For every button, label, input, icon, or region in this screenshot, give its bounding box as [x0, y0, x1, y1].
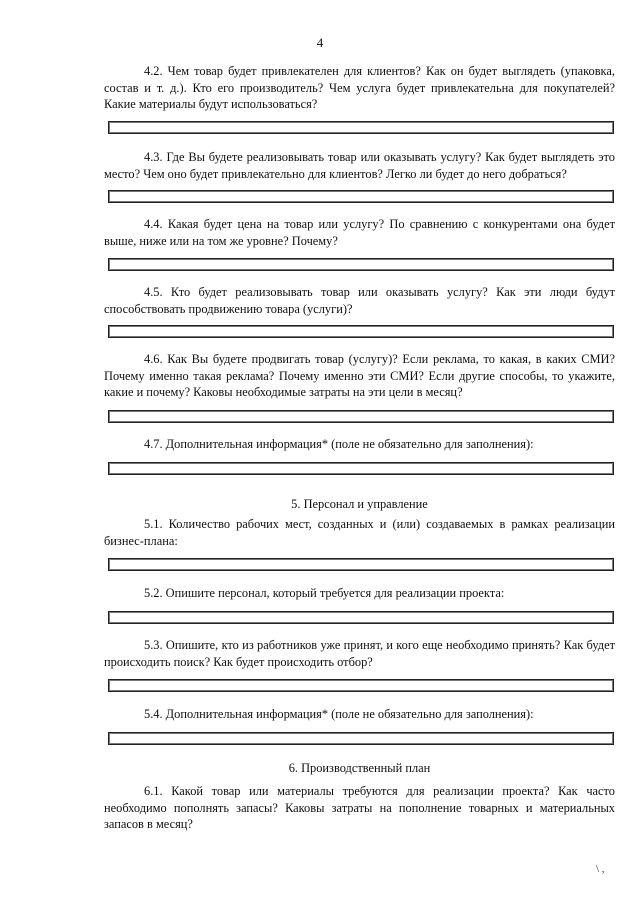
page-number: 4 — [316, 35, 324, 50]
answer-field-4-4[interactable] — [108, 258, 614, 271]
question-5-1 — [104, 516, 615, 549]
section-title-6: 6. Производственный план — [288, 761, 431, 775]
answer-field-4-5[interactable] — [108, 325, 614, 338]
question-4-2 — [104, 63, 615, 113]
question-5-4-text: 5.4. Дополнительная информация* (поле не обязательно для заполнения): — [144, 707, 534, 721]
question-4-6-text: 4.6. Как Вы будете продвигать товар (услугу)? Если реклама, то какая, в каких СМИ? Почему именно такая реклама? Почему именно эти СМИ? Если другие способы, то укажите, какие и почему? Каковы необходимые затраты на эти цели в месяц? — [104, 352, 615, 399]
question-4-4-text: 4.4. Какая будет цена на товар или услугу? По сравнению с конкурентами она будет выше, ниже или на том же уровне? Почему? — [104, 217, 615, 248]
question-5-3 — [104, 637, 615, 670]
question-4-5 — [104, 284, 615, 317]
question-4-7 — [104, 436, 615, 453]
answer-field-4-3[interactable] — [108, 190, 614, 203]
section-title-5: 5. Персонал и управление — [291, 497, 428, 511]
answer-field-4-2[interactable] — [108, 121, 614, 134]
question-4-7-text: 4.7. Дополнительная информация* (поле не обязательно для заполнения): — [144, 437, 534, 451]
question-4-6 — [104, 351, 615, 401]
question-4-4 — [104, 216, 615, 249]
question-5-4 — [104, 706, 615, 723]
question-5-2 — [104, 585, 615, 602]
answer-field-4-6[interactable] — [108, 410, 614, 423]
question-4-3-text: 4.3. Где Вы будете реализовывать товар или оказывать услугу? Как будет выглядеть это место? Чем оно будет привлекательно для клиентов? Легко ли будет до него добраться? — [104, 150, 615, 181]
corner-mark: \ , — [596, 863, 605, 875]
answer-field-5-4[interactable] — [108, 732, 614, 745]
question-4-3 — [104, 149, 615, 182]
answer-field-5-3[interactable] — [108, 679, 614, 692]
question-4-5-text: 4.5. Кто будет реализовывать товар или оказывать услугу? Как эти люди будут способствовать продвижению товара (услуги)? — [104, 285, 615, 316]
answer-field-4-7[interactable] — [108, 462, 614, 475]
question-5-3-text: 5.3. Опишите, кто из работников уже принят, и кого еще необходимо принять? Как будет происходить поиск? Как будет происходить отбор? — [104, 638, 615, 669]
answer-field-5-1[interactable] — [108, 558, 614, 571]
question-4-2-text: 4.2. Чем товар будет привлекателен для клиентов? Как он будет выглядеть (упаковка, состав и т. д.). Кто его производитель? Чем услуга будет привлекательна для покупателей? Какие материалы будут использоваться? — [104, 64, 615, 111]
question-6-1-text: 6.1. Какой товар или материалы требуются для реализации проекта? Как часто необходимо пополнять запасы? Каковы затраты на пополнение товарных и материальных запасов в месяц? — [104, 784, 615, 831]
question-5-2-text: 5.2. Опишите персонал, который требуется для реализации проекта: — [144, 586, 505, 600]
question-5-1-text: 5.1. Количество рабочих мест, созданных и (или) создаваемых в рамках реализации бизнес-плана: — [104, 517, 615, 548]
question-6-1 — [104, 783, 615, 833]
answer-field-5-2[interactable] — [108, 611, 614, 624]
